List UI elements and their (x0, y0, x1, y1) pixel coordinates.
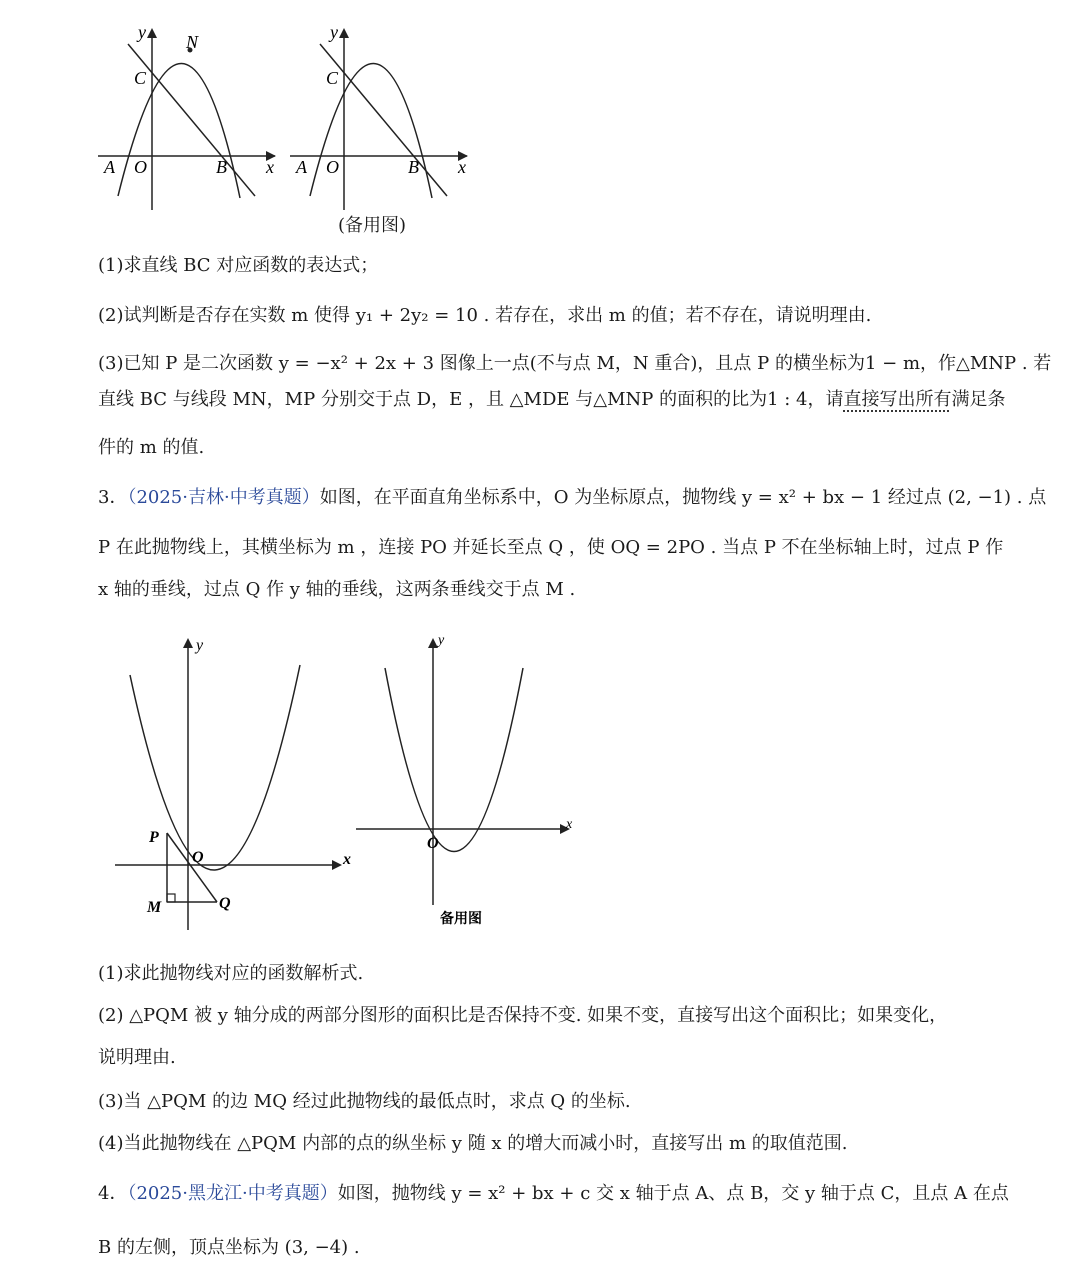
label-c: C (134, 68, 147, 88)
y-axis-arrow (339, 28, 349, 38)
label-y: y (138, 22, 146, 42)
x-axis-arrow (332, 860, 342, 870)
y-axis-arrow (428, 638, 438, 648)
label-o: O (326, 157, 339, 177)
p2-q3-text-c: 满足条 (951, 389, 1006, 410)
p4-statement-line-2: B 的左侧，顶点坐标为 (3, −4) . (98, 1237, 360, 1258)
label-a: A (296, 157, 307, 177)
label-y: y (330, 22, 338, 42)
label-b: B (216, 157, 227, 177)
label-o: O (427, 835, 439, 852)
label-o: O (134, 157, 147, 177)
label-c: C (326, 68, 339, 88)
y-axis-arrow (147, 28, 157, 38)
right-angle-mark (167, 894, 175, 902)
label-q: Q (219, 895, 231, 912)
figure-3-left (105, 630, 365, 950)
label-a: A (104, 157, 115, 177)
label-b: B (408, 157, 419, 177)
p3-question-2-line-2: 说明理由. (98, 1047, 176, 1068)
y-axis-arrow (183, 638, 193, 648)
p3-question-3: (3)当 △PQM 的边 MQ 经过此抛物线的最低点时，求点 Q 的坐标. (98, 1091, 631, 1112)
p3-question-4: (4)当此抛物线在 △PQM 内部的点的纵坐标 y 随 x 的增大而减小时，直接写出 m 的取值范围. (98, 1133, 848, 1154)
p2-question-3-line-1: (3)已知 P 是二次函数 y = −x² + 2x + 3 图像上一点(不与点 M，N 重合)，且点 P 的横坐标为1 − m，作△MNP . 若 (98, 353, 1052, 374)
p2-question-3-line-2 (98, 388, 1006, 412)
p4-statement-line-1 (98, 1182, 1009, 1206)
label-n: N (186, 32, 199, 52)
p3-question-2-line-1: (2) △PQM 被 y 轴分成的两部分图形的面积比是否保持不变. 如果不变，直接写出这个面积比；如果变化， (98, 1005, 948, 1026)
p3-source: （2025·吉林·中考真题） (127, 487, 320, 508)
label-x: x (343, 851, 351, 868)
label-m: M (147, 899, 162, 916)
p2-question-2: (2)试判断是否存在实数 m 使得 y₁ + 2y₂ = 10 . 若存在，求出 m 的值；若不存在，请说明理由. (98, 305, 872, 326)
p2-q3-emphasis: 直接写出所有 (843, 389, 952, 410)
p4-number: 4． (98, 1183, 128, 1204)
label-y: y (196, 637, 204, 654)
figure-3-right (350, 630, 590, 940)
figure-1-left (90, 20, 290, 220)
p3-text-1: 如图，在平面直角坐标系中，O 为坐标原点，抛物线 y = x² + bx − 1 经过点 (2, −1) . 点 (319, 487, 1047, 508)
p3-statement-line-1 (98, 486, 1046, 510)
p3-statement-line-3: x 轴的垂线，过点 Q 作 y 轴的垂线，这两条垂线交于点 M . (98, 579, 576, 600)
p2-question-1: (1)求直线 BC 对应函数的表达式； (98, 255, 379, 276)
label-x: x (566, 817, 573, 832)
p3-question-1: (1)求此抛物线对应的函数解析式. (98, 963, 364, 984)
label-x: x (458, 157, 466, 177)
p2-q3-text-a: 直线 BC 与线段 MN，MP 分别交于点 D，E ，且 △MDE 与△MNP 的面积的比为1 : 4，请 (98, 389, 844, 410)
label-y: y (438, 633, 445, 648)
label-x: x (266, 157, 274, 177)
figure-1-right (282, 20, 482, 220)
label-o: O (192, 849, 204, 866)
segment-pq (167, 833, 217, 902)
p2-question-3-line-3: 件的 m 的值. (98, 437, 205, 458)
p4-text-1: 如图，抛物线 y = x² + bx + c 交 x 轴于点 A、点 B，交 y 轴于点 C，且点 A 在点 (337, 1183, 1009, 1204)
p3-number: 3． (98, 487, 128, 508)
figure-1-caption: (备用图) (338, 215, 407, 236)
p4-source: （2025·黑龙江·中考真题） (127, 1183, 338, 1204)
p3-statement-line-2: P 在此抛物线上，其横坐标为 m ，连接 PO 并延长至点 Q ，使 OQ = 2PO . 当点 P 不在坐标轴上时，过点 P 作 (98, 537, 1004, 558)
figure-caption: 备用图 (440, 912, 482, 927)
parabola (385, 668, 523, 852)
label-p: P (149, 829, 159, 846)
